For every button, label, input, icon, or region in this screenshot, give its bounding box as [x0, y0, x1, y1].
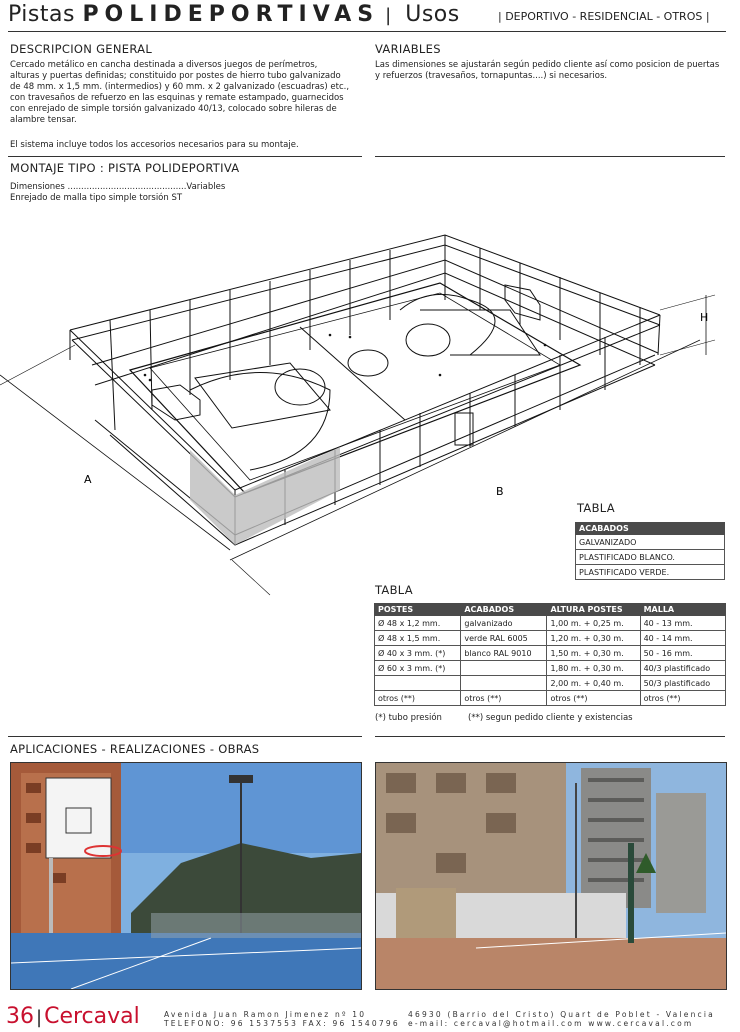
footer-email-line: e-mail: cercaval@hotmail.com www.cercaval.com — [408, 1019, 694, 1028]
table-row — [375, 661, 726, 676]
table-cell: blanco RAL 9010 — [461, 646, 547, 661]
usage-tags — [498, 10, 710, 23]
tabla2-note-2: (**) segun pedido cliente y existencias — [468, 713, 633, 723]
descripcion-line: con enrejado de simple torsión galvanizado 40/13, colocado sobre hileras de — [10, 104, 337, 114]
aplicaciones-rule-top — [8, 736, 362, 737]
title-usos: Usos — [405, 2, 460, 27]
aplicaciones-heading: APLICACIONES - REALIZACIONES - OBRAS — [10, 742, 260, 756]
table-cell: 40/3 plastificado — [640, 661, 725, 676]
table-cell: Ø 48 x 1,2 mm. — [375, 616, 461, 631]
table-cell — [375, 676, 461, 691]
header-rule — [8, 31, 726, 32]
descripcion-line: alturas y puertas definidas; constituido por postes de hierro tubo galvanizado — [10, 71, 341, 81]
table-row — [375, 676, 726, 691]
footer-address — [164, 1010, 400, 1028]
descripcion-line: de 48 mm. x 1,5 mm. (intermedios) y 60 mm. x 2 galvanizado (escuadras) etc., — [10, 82, 350, 92]
table-cell: GALVANIZADO — [576, 535, 725, 550]
table-header: MALLA — [640, 604, 725, 616]
brand-logo: Cercaval — [44, 1004, 140, 1029]
table-cell: PLASTIFICADO BLANCO. — [576, 550, 725, 565]
table-cell: 40 - 13 mm. — [640, 616, 725, 631]
table-cell: 1,50 m. + 0,30 m. — [547, 646, 640, 661]
photo-sports-court-city — [375, 762, 727, 990]
table-cell: 50/3 plastificado — [640, 676, 725, 691]
descripcion-line: alambre tensar. — [10, 115, 77, 125]
tabla-postes — [374, 603, 726, 706]
table-header: ACABADOS — [461, 604, 547, 616]
tag-bar-right: | — [702, 10, 710, 23]
tabla2-title: TABLA — [375, 583, 413, 597]
descripcion-heading: DESCRIPCION GENERAL — [10, 42, 153, 56]
label-a: A — [84, 473, 92, 486]
table-cell: 2,00 m. + 0,40 m. — [547, 676, 640, 691]
table-cell: PLASTIFICADO VERDE. — [576, 565, 725, 580]
variables-heading: VARIABLES — [375, 42, 441, 56]
table-row — [375, 691, 726, 706]
table-cell: 1,00 m. + 0,25 m. — [547, 616, 640, 631]
table-cell: verde RAL 6005 — [461, 631, 547, 646]
table-cell: Ø 48 x 1,5 mm. — [375, 631, 461, 646]
descripcion-line: Cercado metálico en cancha destinada a diversos juegos de perímetros, — [10, 60, 318, 70]
descripcion-rule — [8, 156, 362, 157]
photo-basketball-court — [10, 762, 362, 990]
title-separator: | — [385, 5, 392, 26]
descripcion-line: con travesaños de refuerzo en las esquinas y remate estampado, guarnecidos — [10, 93, 344, 103]
table-cell: otros (**) — [375, 691, 461, 706]
table-cell: Ø 60 x 3 mm. (*) — [375, 661, 461, 676]
table-cell: Ø 40 x 3 mm. (*) — [375, 646, 461, 661]
footer-city-line: 46930 (Barrio del Cristo) Quart de Poblet - Valencia — [408, 1010, 715, 1019]
table-row — [375, 631, 726, 646]
label-h: H — [700, 311, 709, 324]
title-polideportivas: POLIDEPORTIVAS — [82, 2, 380, 27]
label-b: B — [496, 485, 504, 498]
table-cell: 1,80 m. + 0,30 m. — [547, 661, 640, 676]
montaje-enrejado: Enrejado de malla tipo simple torsión ST — [10, 193, 183, 203]
variables-body — [375, 60, 735, 82]
table-cell: otros (**) — [547, 691, 640, 706]
table-cell: galvanizado — [461, 616, 547, 631]
footer-phone-line: TELEFONO: 96 1537553 FAX: 96 1540796 — [164, 1019, 400, 1028]
footer-brand — [6, 1004, 140, 1029]
montaje-heading: MONTAJE TIPO : PISTA POLIDEPORTIVA — [10, 161, 240, 175]
table-row — [375, 646, 726, 661]
aplicaciones-rule-top-right — [375, 736, 725, 737]
descripcion-note: El sistema incluye todos los accesorios necesarios para su montaje. — [10, 140, 299, 150]
footer-separator: | — [36, 1007, 43, 1028]
tabla-acabados — [575, 522, 725, 580]
variables-line: y refuerzos (travesaños, tornapuntas....) si necesarios. — [375, 71, 608, 81]
page-title — [8, 2, 460, 27]
tabla1-title: TABLA — [577, 501, 615, 515]
title-pistas: Pistas — [8, 2, 75, 27]
table-cell: otros (**) — [461, 691, 547, 706]
variables-line: Las dimensiones se ajustarán según pedido cliente así como posicion de puertas — [375, 60, 720, 70]
table-row — [375, 616, 726, 631]
table-cell — [461, 661, 547, 676]
page-number: 36 — [6, 1004, 34, 1029]
table-cell — [461, 676, 547, 691]
table-header: ALTURA POSTES — [547, 604, 640, 616]
variables-rule — [375, 156, 725, 157]
footer-contact — [408, 1010, 715, 1028]
table-cell: 40 - 14 mm. — [640, 631, 725, 646]
tabla1-header: ACABADOS — [576, 523, 725, 535]
montaje-dimensions: Dimensiones ............................................Variables — [10, 182, 226, 192]
tag-bar-left: | — [498, 10, 506, 23]
table-header: POSTES — [375, 604, 461, 616]
table-cell: 1,20 m. + 0,30 m. — [547, 631, 640, 646]
table-cell: otros (**) — [640, 691, 725, 706]
table-cell: 50 - 16 mm. — [640, 646, 725, 661]
tabla2-note-1: (*) tubo presión — [375, 713, 442, 723]
footer-address-line: Avenida Juan Ramon Jimenez nº 10 — [164, 1010, 367, 1019]
usage-tags-text: DEPORTIVO - RESIDENCIAL - OTROS — [505, 10, 703, 23]
descripcion-body — [10, 60, 370, 126]
